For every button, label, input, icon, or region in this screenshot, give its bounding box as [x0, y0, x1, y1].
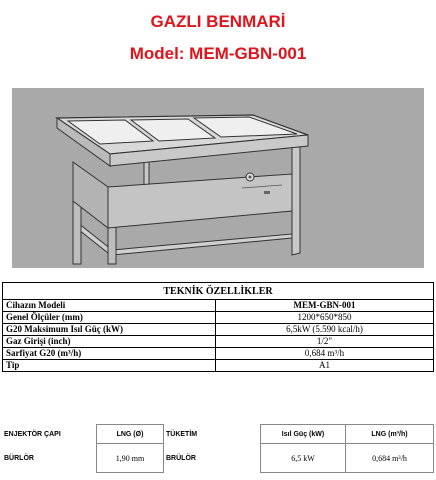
- spec-label: Sarfiyat G20 (m³/h): [3, 348, 216, 360]
- lng-diameter-value: 1,90 mm: [97, 444, 164, 473]
- product-drawing: [12, 88, 424, 268]
- injector-table: [2, 424, 434, 473]
- spec-label: G20 Maksimum Isıl Güç (kW): [3, 324, 216, 336]
- burner-consumption-label: BRÜLÖR: [166, 454, 196, 462]
- table-row: [3, 336, 434, 348]
- spec-label: Tip: [3, 360, 216, 372]
- spec-table-header-row: [3, 283, 434, 300]
- spec-label: Cihazın Modeli: [3, 300, 216, 312]
- table-row: [3, 348, 434, 360]
- table-row: [3, 360, 434, 372]
- injector-header-row: [2, 425, 434, 444]
- injector-data-row: [2, 444, 434, 473]
- spec-value: 0,684 m³/h: [216, 348, 434, 360]
- spec-label: Gaz Girişi (inch): [3, 336, 216, 348]
- consumption-header: TÜKETİM: [166, 430, 198, 438]
- spec-table-title: TEKNİK ÖZELLİKLER: [3, 283, 434, 300]
- spec-value: 6,5kW (5.590 kcal/h): [216, 324, 434, 336]
- model-title: Model: MEM-GBN-001: [129, 44, 307, 63]
- bain-marie-illustration: [12, 88, 424, 268]
- spec-value: A1: [216, 360, 434, 372]
- product-title: GAZLI BENMARİ: [150, 12, 286, 31]
- heat-power-value: 6,5 kW: [261, 444, 346, 473]
- table-row: [3, 312, 434, 324]
- spec-value: 1/2": [216, 336, 434, 348]
- spec-value: 1200*650*850: [216, 312, 434, 324]
- spec-label: Genel Ölçüler (mm): [3, 312, 216, 324]
- table-row: [3, 300, 434, 312]
- heat-power-header: Isıl Güç (kW): [261, 425, 346, 444]
- injector-header: ENJEKTÖR ÇAPI: [4, 430, 61, 438]
- lng-flow-value: 0,684 m³/h: [346, 444, 434, 473]
- lng-flow-header: LNG (m³/h): [346, 425, 434, 444]
- table-row: [3, 324, 434, 336]
- lng-diameter-header: LNG (Ø): [97, 425, 164, 444]
- technical-specs-table: [2, 282, 434, 372]
- burner-label: BÜRLÖR: [4, 454, 34, 462]
- spec-value: MEM-GBN-001: [216, 300, 434, 312]
